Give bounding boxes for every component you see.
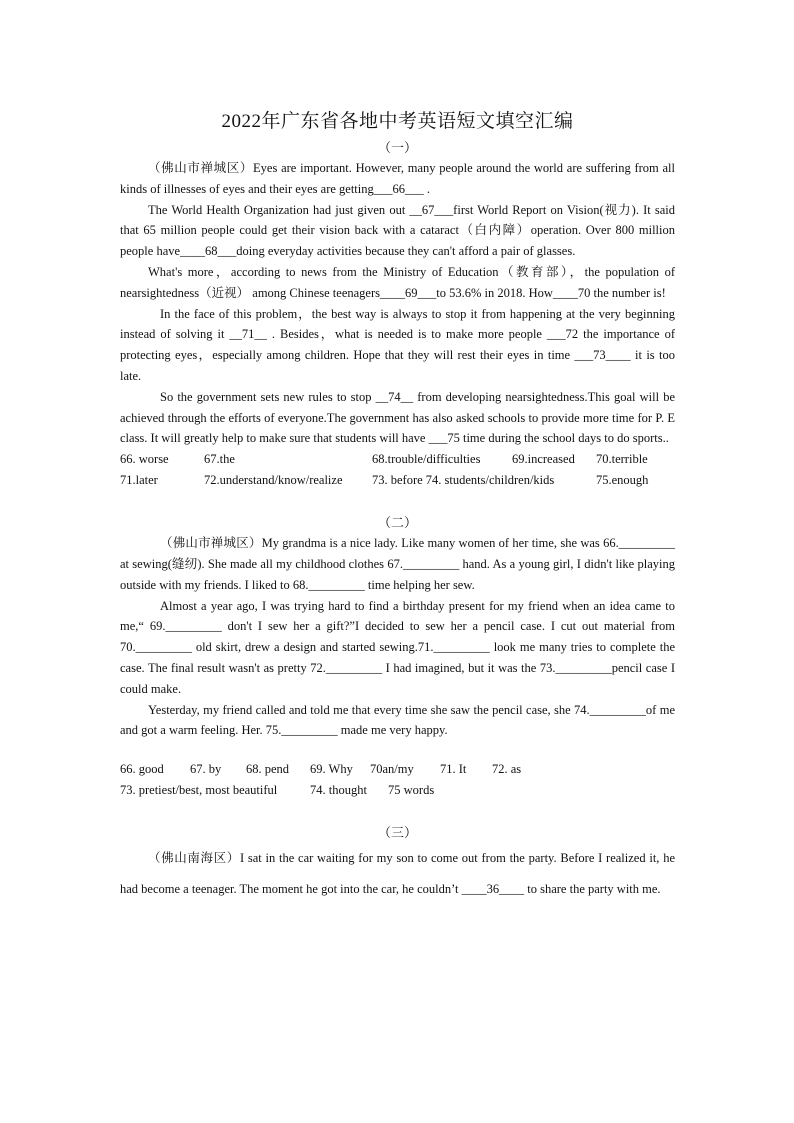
answer-item: 75.enough xyxy=(596,473,649,488)
answer-item: 70an/my xyxy=(370,762,414,777)
answer-item: 70.terrible xyxy=(596,452,648,467)
answer-item: 69. Why xyxy=(310,762,353,777)
section-2 xyxy=(120,512,675,801)
paragraph: （佛山南海区）I sat in the car waiting for my son to come out from the party. Before I realized it, he had become a teenager. The moment he got into the car, he couldn’t ____36____ to share the party with me. xyxy=(120,851,675,897)
answer-item: 68.trouble/difficulties xyxy=(372,452,481,467)
section-heading: （三） xyxy=(377,825,417,841)
paragraph: （佛山市禅城区）My grandma is a nice lady. Like many women of her time, she was 66._________ at sewing(缝纫). She made all my childhood clothes 67._________ hand. As a young girl, I didn't like playing outside with my friends. I liked to 68._________ time helping her sew. xyxy=(120,536,675,592)
paragraph: In the face of this problem，the best way is always to stop it from happening at the very beginning instead of solving it __71__ . Besides，what is needed is to make more people ___72 the importance of protecting eyes，especially among children. Hope that they will rest their eyes in time ___73____ it is too late. xyxy=(120,306,675,383)
answer-item: 67. by xyxy=(190,762,222,777)
answer-row xyxy=(120,470,675,491)
paragraph: What's more，according to news from the Ministry of Education（教育部），the population of nearsightedness（近视） among Chinese teenagers____69___to 53.6% in 2018. How____70 the number is! xyxy=(120,264,675,300)
section-heading: （二） xyxy=(377,515,417,531)
answer-item: 75 words xyxy=(388,783,435,798)
answer-item: 67.the xyxy=(204,452,235,467)
paragraph: Almost a year ago, I was trying hard to find a birthday present for my friend when an idea came to me,“ 69._________ don't I sew her a gift?”I decided to sew her a pencil case. I cut out material from 70._________ old skirt, drew a design and started sewing.71._________ look me many tries to complete the case. The final result wasn't as pretty 72._________ I had imagined, but it was the 73._________pencil case I could make. xyxy=(120,598,675,696)
answer-key xyxy=(120,449,675,491)
answer-item: 68. pend xyxy=(246,762,290,777)
answer-item: 71.later xyxy=(120,473,158,488)
answer-row xyxy=(120,759,675,780)
answer-item: 66. good xyxy=(120,762,164,777)
section-heading: （一） xyxy=(377,140,417,155)
answer-item: 69.increased xyxy=(512,452,575,467)
document-title: 2022年广东省各地中考英语短文填空汇编 xyxy=(221,111,574,132)
answer-row xyxy=(120,780,675,801)
paragraph: So the government sets new rules to stop __74__ from developing nearsightedness.This goal will be achieved through the efforts of everyone.The government has also asked schools to provide more time for P. E class. It will greatly help to make sure that students will have ___75 time during the school days to do sports.. xyxy=(120,389,675,446)
section-1 xyxy=(120,137,675,491)
answer-item: 74. thought xyxy=(310,783,367,798)
paragraph: Yesterday, my friend called and told me that every time she saw the pencil case, she 74._________of me and got a warm feeling. Her. 75._________ made me very happy. xyxy=(120,702,675,738)
answer-item: 66. worse xyxy=(120,452,169,467)
answer-row xyxy=(120,449,675,470)
answer-item: 73. pretiest/best, most beautiful xyxy=(120,783,278,798)
paragraph: The World Health Organization had just given out __67___first World Report on Vision(视力). It said that 65 million people could get their vision back with a cataract（白内障）operation. Over 800 million people have____68___doing everyday activities because they can't afford a pair of glasses. xyxy=(120,202,675,259)
document-page xyxy=(120,100,675,905)
paragraph: （佛山市禅城区）Eyes are important. However, many people around the world are suffering from all kinds of illnesses of eyes and their eyes are getting___66___ . xyxy=(120,161,675,196)
answer-item: 73. before 74. students/children/kids xyxy=(372,473,555,488)
answer-item: 72.understand/know/realize xyxy=(204,473,343,488)
answer-item: 71. It xyxy=(440,762,467,777)
section-3 xyxy=(120,822,675,905)
answer-key xyxy=(120,759,675,801)
answer-item: 72. as xyxy=(492,762,522,777)
